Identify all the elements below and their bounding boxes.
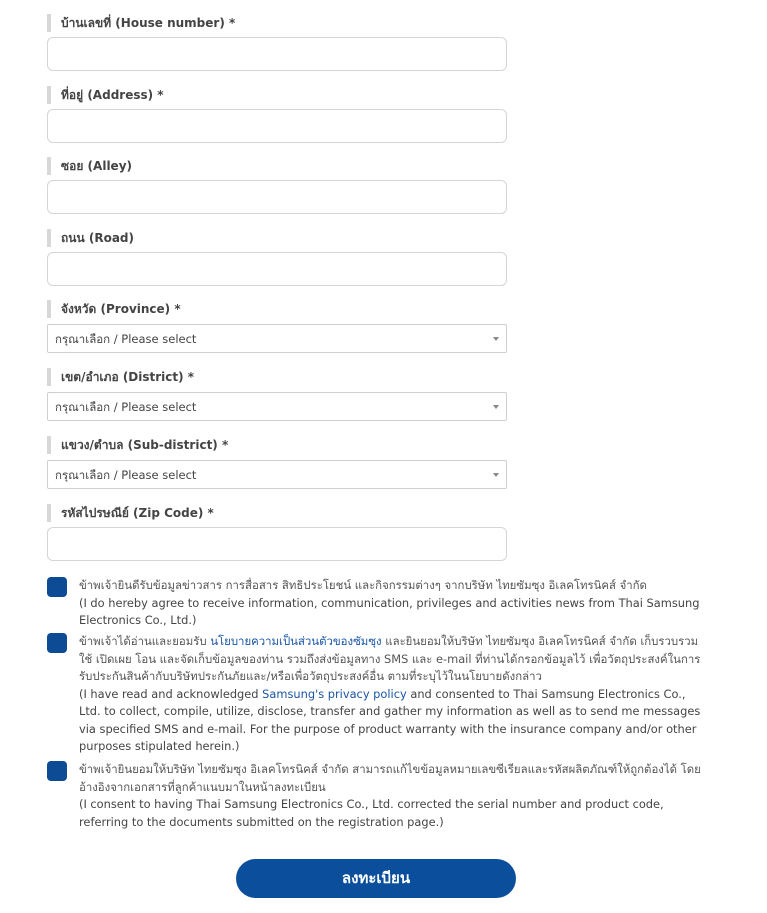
house-number-group: [47, 14, 507, 32]
dropdown-arrow-icon: [493, 405, 499, 409]
province-group: [47, 300, 507, 346]
consent-privacy-english-text-2: and consented to Thai Samsung Electronics Co., Ltd. to collect, compile, utilize, disclose, transfer and gather my information as well as to send me messages via specified SMS and e-mail. For the purpose of product warranty with the insurance company and/or other purposes stipulated herein.): [79, 686, 701, 753]
address-label: ที่อยู่ (Address) *: [47, 86, 507, 104]
consent-privacy-thai: [79, 633, 707, 686]
consent-marketing-checkbox[interactable]: [47, 577, 67, 597]
consent-marketing-english: (I do hereby agree to receive information, communication, privileges and activities news from Thai Samsung Electronics Co., Ltd.): [79, 595, 700, 627]
district-group: [47, 368, 507, 414]
district-select[interactable]: [47, 392, 507, 421]
dropdown-arrow-icon: [493, 337, 499, 341]
road-input[interactable]: [47, 252, 507, 286]
consent-serial-correction-checkbox[interactable]: [47, 761, 67, 781]
province-label: จังหวัด (Province) *: [47, 300, 507, 318]
sub-district-select[interactable]: [47, 460, 507, 489]
consent-serial-correction-thai: ข้าพเจ้ายินยอมให้บริษัท ไทยซัมซุง อิเลคโทรนิคส์ จำกัด สามารถแก้ไขข้อมูลหมายเลขซีเรียลและรหัสผลิตภัณฑ์ให้ถูกต้องได้ โดยอ้างอิงจากเอกสารที่ลูกค้าแนบมาในหน้าลงทะเบียน: [79, 762, 701, 794]
road-group: [47, 229, 507, 247]
district-label: เขต/อำเภอ (District) *: [47, 368, 507, 386]
zip-code-group: [47, 504, 507, 522]
alley-label: ซอย (Alley): [47, 157, 507, 175]
sub-district-label: แขวง/ตำบล (Sub-district) *: [47, 436, 507, 454]
district-select-value: กรุณาเลือก / Please select: [55, 400, 197, 414]
consent-privacy-thai-text-2: และยินยอมให้บริษัท ไทยซัมซุง อิเลคโทรนิคส์ จำกัด เก็บรวบรวม ใช้ เปิดเผย โอน และจัดเก็บข้อมูลของท่าน รวมถึงส่งข้อมูลทาง SMS และ e-mail ที่ท่านได้กรอกข้อมูลไว้ เพื่อวัตถุประสงค์ในการรับประกันสินค้ากับบริษัทประกันภัยและ/หรือเพื่อวัตถุประสงค์อื่น ตามที่ระบุไว้ในนโยบายดังกล่าว: [79, 634, 701, 683]
privacy-policy-link-thai[interactable]: นโยบายความเป็นส่วนตัวของซัมซุง: [210, 634, 382, 648]
alley-group: [47, 157, 507, 175]
house-number-label: บ้านเลขที่ (House number) *: [47, 14, 507, 32]
zip-code-label: รหัสไปรษณีย์ (Zip Code) *: [47, 504, 507, 522]
house-number-input[interactable]: [47, 37, 507, 71]
consent-privacy-thai-text: ข้าพเจ้าได้อ่านและยอมรับ: [79, 634, 211, 648]
road-label: ถนน (Road): [47, 229, 507, 247]
alley-input[interactable]: [47, 180, 507, 214]
register-button[interactable]: ลงทะเบียน: [236, 859, 516, 898]
consent-privacy-checkbox[interactable]: [47, 633, 67, 653]
consent-serial-correction-english: (I consent to having Thai Samsung Electronics Co., Ltd. corrected the serial number and product code, referring to the documents submitted on the registration page.): [79, 797, 664, 829]
address-input[interactable]: [47, 109, 507, 143]
consent-marketing-thai: ข้าพเจ้ายินดีรับข้อมูลข่าวสาร การสื่อสาร สิทธิประโยชน์ และกิจกรรมต่างๆ จากบริษัท ไทยซัมซุง อิเลคโทรนิคส์ จำกัด: [79, 578, 647, 592]
address-group: [47, 86, 507, 104]
consent-privacy-english-text: (I have read and acknowledged: [79, 686, 263, 701]
zip-code-input[interactable]: [47, 527, 507, 561]
consent-privacy-english: [79, 686, 707, 756]
sub-district-select-value: กรุณาเลือก / Please select: [55, 468, 197, 482]
province-select[interactable]: [47, 324, 507, 353]
province-select-value: กรุณาเลือก / Please select: [55, 332, 197, 346]
dropdown-arrow-icon: [493, 473, 499, 477]
privacy-policy-link-english[interactable]: Samsung's privacy policy: [262, 686, 407, 701]
sub-district-group: [47, 436, 507, 482]
